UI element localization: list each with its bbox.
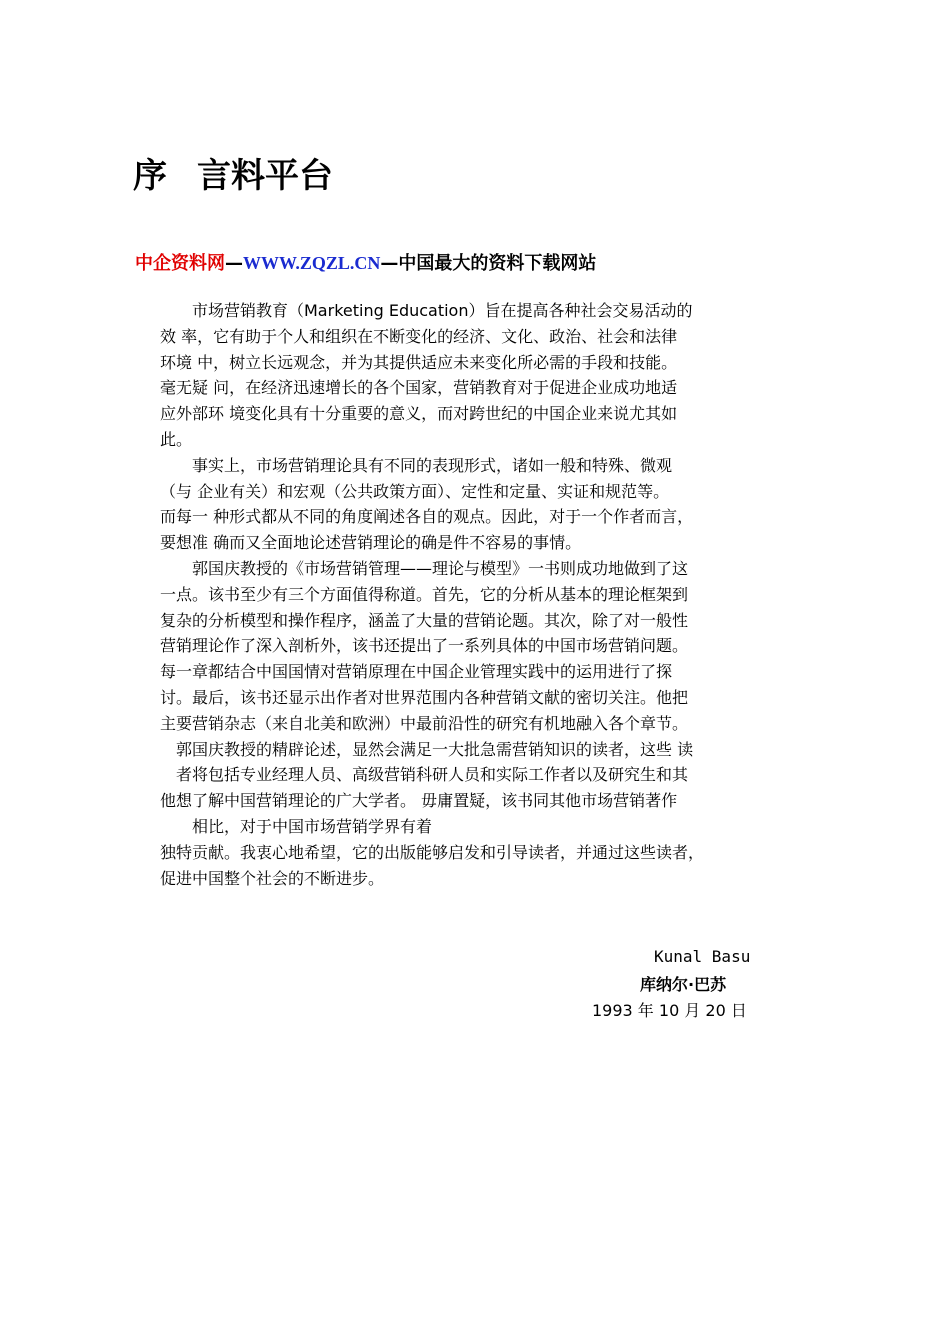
body-line: 促进中国整个社会的不断进步。 [160,868,385,888]
page-title [133,148,333,197]
body-line: 市场营销教育（Marketing Education）旨在提高各种社会交易活动的 [160,301,693,320]
preface-body [160,298,810,891]
banner-url-link[interactable]: WWW.ZQZL.CN [243,253,381,273]
body-line: 要想准 确而又全面地论述营销理论的确是件不容易的事情。 [160,533,582,553]
body-line: 一点。该书至少有三个方面值得称道。首先，它的分析从基本的理论框架到 [160,584,689,604]
body-line: 事实上，市场营销理论具有不同的表现形式，诸如一般和特殊、微观 [160,455,673,475]
body-line: 营销理论作了深入剖析外，该书还提出了一系列具体的中国市场营销问题。 [160,636,689,656]
body-line: 独特贡献。我衷心地希望，它的出版能够启发和引导读者，并通过这些读者， [160,842,705,862]
banner-site-name[interactable]: 中企资料网 [135,253,225,274]
site-banner [135,249,596,275]
body-line: 此。 [160,429,193,449]
body-line: 相比，对于中国市场营销学界有着 [160,816,433,836]
body-line: 主要营销杂志（来自北美和欧洲）中最前沿性的研究有机地融入各个章节。 [160,713,689,733]
signature-date: 1993 年 10 月 20 日 [592,1001,747,1020]
body-line: 效 率，它有助于个人和组织在不断变化的经济、文化、政治、社会和法律 [160,326,678,346]
title-part-2: 言料平台 [197,156,333,196]
body-line: 讨。最后，该书还显示出作者对世界范围内各种营销文献的密切关注。他把 [160,687,689,707]
body-line: （与 企业有关）和宏观（公共政策方面）、定性和定量、实证和规范等。 [160,481,670,501]
body-line: 郭国庆教授的精辟论述，显然会满足一大批急需营销知识的读者，这些 读 [160,739,694,759]
title-part-1: 序 [133,156,167,196]
banner-tagline: 中国最大的资料下载网站 [398,253,597,274]
signature-name-english: Kunal Basu [654,947,751,966]
body-line: 复杂的分析模型和操作程序，涵盖了大量的营销论题。其次，除了对一般性 [160,610,689,630]
body-line: 他想了解中国营销理论的广大学者。 毋庸置疑，该书同其他市场营销著作 [160,791,678,811]
body-line: 环境 中，树立长远观念，并为其提供适应未来变化所必需的手段和技能。 [160,352,678,372]
banner-dash-1: — [225,253,243,274]
banner-dash-2: — [380,253,399,274]
body-line: 毫无疑 问，在经济迅速增长的各个国家，营销教育对于促进企业成功地适 [160,378,678,398]
body-line: 者将包括专业经理人员、高级营销科研人员和实际工作者以及研究生和其 [160,765,689,785]
body-line: 每一章都结合中国国情对营销原理在中国企业管理实践中的运用进行了探 [160,662,673,682]
body-line: 应外部环 境变化具有十分重要的意义，而对跨世纪的中国企业来说尤其如 [160,404,678,424]
signature-name-chinese: 库纳尔·巴苏 [640,975,727,994]
body-line: 而每一 种形式都从不同的角度阐述各自的观点。因此，对于一个作者而言， [160,507,694,527]
body-line: 郭国庆教授的《市场营销管理——理论与模型》一书则成功地做到了这 [160,558,689,578]
